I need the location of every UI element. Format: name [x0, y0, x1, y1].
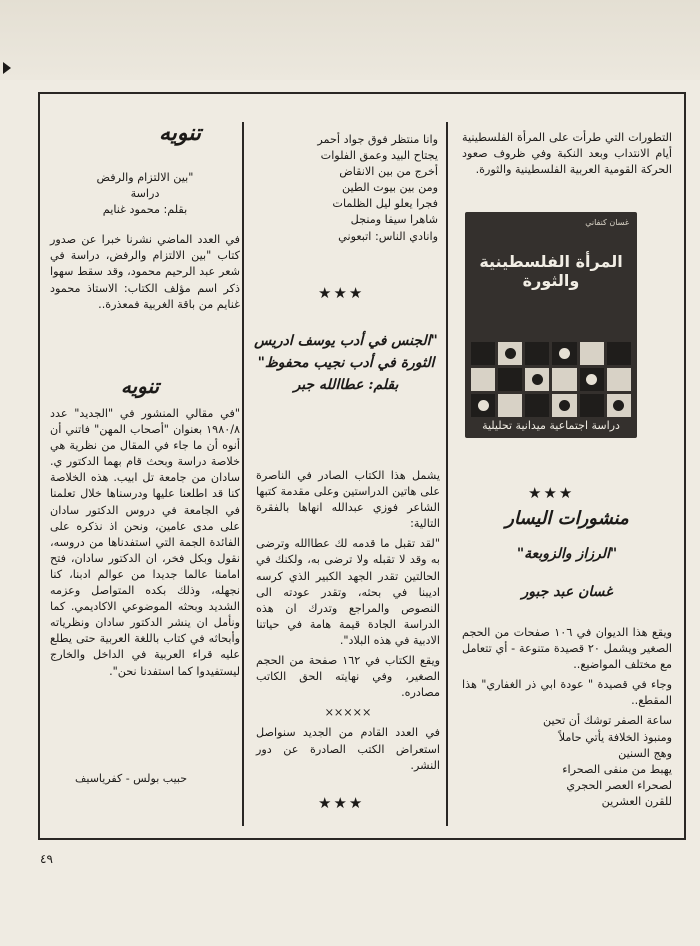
poem-line: وهج السنين [618, 746, 672, 760]
poem-line: ومنبوذ الخلافة يأتي حاملاً [558, 730, 672, 744]
notice-subtitle: "بين الالتزام والرفض [96, 171, 194, 184]
pattern-tile [607, 368, 631, 391]
column-divider-left [242, 122, 244, 826]
notice-heading: تنويه [120, 374, 160, 398]
text-separator: ××××× [324, 706, 372, 720]
article-byline: بقلم: عطاالله جبر [293, 377, 399, 393]
section-separator-stars: ★★★ [528, 484, 575, 502]
body-paragraph: "لقد تقبل ما قدمه لك عطاالله وترضى به وقد لا تقبله ولا ترضى به، ولكنك في الحالتين تقدر الجهد الكبير الذي كرسه اديبنا في بحثه، وتقدر عودته الى النصوص والمراجع وتدرك ان هذه الدراسة الجادة قيمة هامة في حياتنا الادبية في هذه البلاد". [256, 537, 440, 647]
pattern-tile [552, 394, 576, 417]
body-paragraph: يشمل هذا الكتاب الصادر في الناصرة على هاتين الدراستين وعلى مقدمة كتبها الشاعر فوزي عبدالله انهاها بالفقرة التالية: [256, 469, 440, 531]
section-separator-stars: ★★★ [318, 794, 365, 812]
body-paragraph: "في مقالي المنشور في "الجديد" عدد ١٩٨٠/٨ بعنوان "أصحاب المهن" فاتني أن أنوه أن ما جاء في المقال من نظرية هي خلاصة دراسة وبحث قام بهما الدكتور ي. سادان من جامعة تل ابيب. هذه الخلاصة كنا قد اطلعنا عليها ودرسناها خلال تعلمنا في الجامعة في دروس الدكتور سادان على مدى عامين، ونحن اذ نذكره على الفائدة الجمة التي استفدناها من دروسه، نقول وبكل فخر، ان الدكتور سادان، فتح امامنا عالما جديدا من عوالم ادبنا، كنا نجهله، وذلك بكده المتواصل وعزمه الشديد وبحثه الموضوعي الاكاديمي. كما ونأمل ان ينشر الدكتور سادان ونظرياته وأبحاثه في كتاب باللغة العربية حتى يطلع عليه قراء العربية في الداخل والخارج ليستفيدوا كما استفدنا نحن". [50, 407, 240, 678]
pattern-tile [525, 394, 549, 417]
pattern-tile [525, 342, 549, 365]
notice-byline: بقلم: محمود غنايم [102, 203, 188, 217]
pattern-tile [498, 394, 522, 417]
poem-excerpt [462, 713, 672, 810]
poem-line: أخرج من بين الانقاض [339, 165, 438, 179]
body-paragraph: وجاء في قصيدة " عودة ابي ذر الغفاري" هذا المقطع.. [462, 678, 672, 708]
left-letter-text [50, 406, 240, 684]
book-cover-author: غسان كنفاني [585, 218, 629, 227]
body-paragraph: في العدد القادم من الجديد سنواصل استعراض الكتب الصادرة عن دور النشر. [256, 726, 440, 772]
poem-line: للقرن العشرين [601, 794, 672, 808]
pattern-tile [471, 368, 495, 391]
poem-line: وانادي الناس: اتبعوني [338, 229, 438, 243]
bleed-through-band [0, 0, 700, 80]
article-title-line: الثورة في أدب نجيب محفوظ" [257, 355, 435, 371]
poem-line: ومن بين بيوت الطين [342, 181, 438, 195]
book-cover-subtitle: دراسة اجتماعية ميدانية تحليلية [482, 419, 620, 432]
pattern-tile [580, 368, 604, 391]
left-notice-text [50, 170, 240, 317]
poem-line: يجتاح البيد وعمق الفلوات [320, 149, 438, 163]
article-title-block [246, 330, 446, 396]
middle-poem [258, 132, 438, 245]
book-cover-title: المرأة الفلسطينية والثورة [479, 252, 623, 290]
article-title-line: "الجنس في أدب يوسف ادريس [254, 333, 438, 349]
notice-subtitle: دراسة [130, 187, 160, 201]
pattern-tile [498, 342, 522, 365]
pattern-tile [552, 368, 576, 391]
publisher-heading: منشورات اليسار [505, 508, 629, 529]
middle-body-text [256, 468, 440, 778]
right-body-text [462, 625, 672, 810]
column-divider-right [446, 122, 448, 826]
notice-heading: تنويه [158, 120, 202, 146]
poem-line: فجرا يعلو ليل الظلمات [332, 197, 438, 211]
body-paragraph: ويقع الكتاب في ١٦٢ صفحة من الحجم الصغير، وفي نهايته الحق الكاتب مصادره. [256, 654, 441, 700]
pattern-tile [607, 394, 631, 417]
pattern-tile [525, 368, 549, 391]
poem-line: لصحراء العصر الحجري [566, 778, 672, 792]
poem-line: ساعة الصفر توشك أن تحين [543, 714, 672, 728]
pattern-tile [498, 368, 522, 391]
page-number: ٤٩ [40, 852, 53, 866]
pattern-tile [580, 394, 604, 417]
pattern-tile [471, 342, 495, 365]
book-author: غسان عبد جبور [521, 584, 613, 600]
intro-paragraph: التطورات التي طرأت على المرأة الفلسطينية أيام الانتداب وبعد النكبة وفي ظروف صعود الحركة القومية العربية الفلسطينية والثورة. [462, 131, 672, 177]
body-paragraph: في العدد الماضي نشرنا خبرا عن صدور كتاب "بين الالتزام والرفض، دراسة في شعر عبد الرحيم محمود، وقد سقط سهوا ذكر اسم مؤلف الكتاب: الاستاذ محمود غنايم من باقة الغربية فمعذرة.. [50, 233, 240, 311]
pattern-tile [580, 342, 604, 365]
book-cover-pattern [471, 342, 631, 417]
book-cover-image [465, 212, 637, 438]
body-paragraph: ويقع هذا الديوان في ١٠٦ صفحات من الحجم الصغير ويشمل ٢٠ قصيدة متنوعة - أي تتعامل مع مختلف المواضيع.. [462, 626, 673, 672]
pattern-tile [607, 342, 631, 365]
section-separator-stars: ★★★ [318, 284, 365, 302]
page-edge-marker [3, 62, 11, 74]
letter-signature: حبيب بولس - كفرياسيف [74, 772, 188, 785]
pattern-tile [471, 394, 495, 417]
pattern-tile [552, 342, 576, 365]
poem-line: وانا منتظر فوق جواد أحمر [317, 133, 438, 146]
right-intro-text [462, 130, 672, 182]
book-title: "الرزاز والزوبعة" [516, 546, 618, 562]
poem-line: يهبط من منفى الصحراء [562, 762, 672, 776]
poem-line: شاهرا سيفا ومنجل [350, 213, 438, 227]
